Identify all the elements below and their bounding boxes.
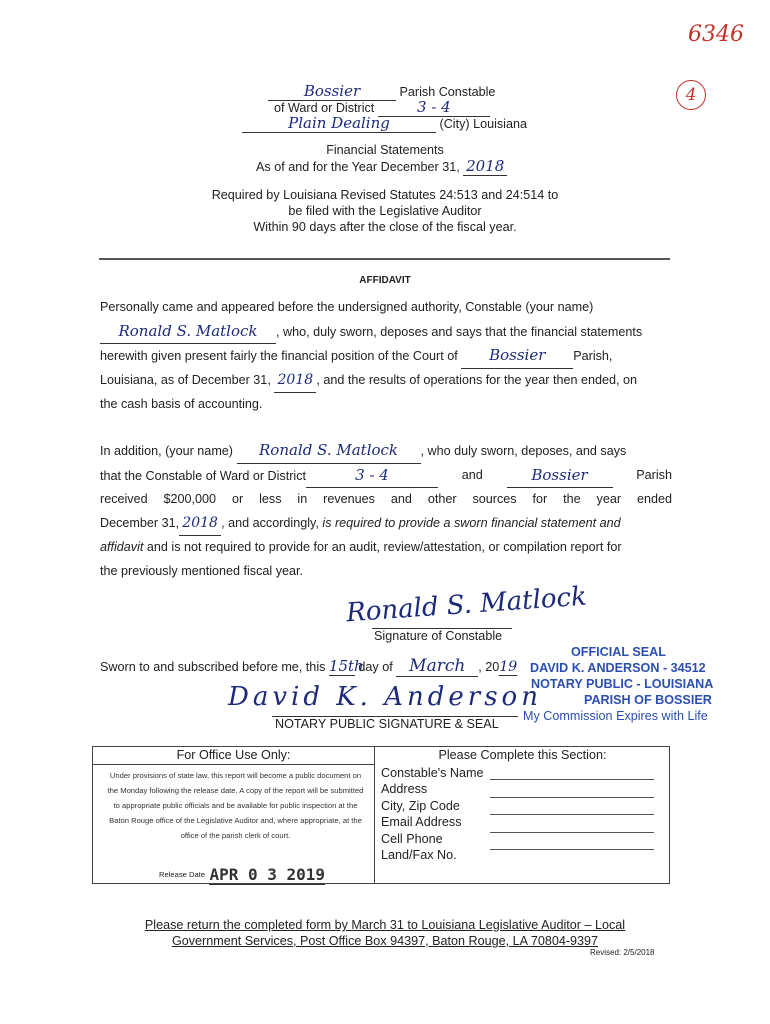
field-line xyxy=(490,763,654,780)
p2-name-handwritten: Ronald S. Matlock xyxy=(237,439,421,464)
contact-field-lines xyxy=(490,763,654,850)
year-line xyxy=(256,157,507,176)
field-line xyxy=(490,815,654,832)
p2-line-5-text: and is not required to provide for an audit, review/attestation, or compilation report for xyxy=(146,540,622,555)
p2-ward-handwritten: 3 - 4 xyxy=(306,464,438,489)
statute-line-3: Within 90 days after the close of the fiscal year. xyxy=(253,220,517,234)
year-handwritten: 2018 xyxy=(463,157,507,176)
complete-section-title: Please Complete this Section: xyxy=(438,748,607,762)
p2-line-2-left xyxy=(100,464,438,489)
affidavit-paragraph-1 xyxy=(100,296,672,417)
sworn-day-handwritten: 15th xyxy=(328,657,364,675)
p2-year-handwritten: 2018 xyxy=(179,512,221,537)
return-line-1: Please return the completed form by March 31 to Louisiana Legislative Auditor – Local xyxy=(144,918,626,932)
contact-fields xyxy=(381,765,484,863)
p1-year-handwritten: 2018 xyxy=(274,369,316,394)
bottom-form-box xyxy=(92,746,670,884)
p2-line-1-rest: , who duly sworn, deposes, and says xyxy=(420,444,627,458)
city-handwritten: Plain Dealing xyxy=(242,114,436,133)
court-parish-handwritten: Bossier xyxy=(461,344,573,369)
seal-line-5: My Commission Expires with Life xyxy=(523,709,708,723)
p2-line-4-text: December 31, xyxy=(100,515,180,530)
sworn-twenty: , 20 xyxy=(478,660,500,674)
seal-line-3: NOTARY PUBLIC - LOUISIANA xyxy=(531,677,714,691)
field-cell-phone: Cell Phone xyxy=(381,831,443,846)
field-line xyxy=(490,833,654,850)
return-instructions xyxy=(0,917,770,949)
p1-line-2-text: , who, duly sworn, deposes and says that the financial statements xyxy=(276,324,643,339)
circled-number xyxy=(676,80,706,110)
office-use-title: For Office Use Only: xyxy=(176,748,291,762)
p2-parish-handwritten: Bossier xyxy=(507,464,613,489)
statute-line-2: be filed with the Legislative Auditor xyxy=(288,204,482,218)
constable-signature: Ronald S. Matlock xyxy=(345,581,588,629)
p1-line-1: Personally came and appeared before the undersigned authority, Constable (your name) xyxy=(100,300,594,314)
p1-line-4-text: Louisiana, as of December 31, xyxy=(100,372,271,387)
seal-line-2: DAVID K. ANDERSON - 34512 xyxy=(530,661,706,675)
return-line-2: Government Services, Post Office Box 94397, Baton Rouge, LA 70804-9397 xyxy=(171,934,599,948)
p1-line-3 xyxy=(100,344,672,369)
box-divider xyxy=(374,747,375,883)
p2-line-2 xyxy=(100,464,672,489)
office-use-text: Under provisions of state law, this report will become a public document on the Monday following the release date. A copy of the report will be submitted to appropriate public officials and be available for public inspection at the Baton Rouge office of the Legislative Auditor and, where appropriate, at the office of the parish clerk of court. xyxy=(107,771,364,840)
release-date-label: Release Date xyxy=(159,870,206,879)
p1-line-3-text: herewith given present fairly the financial position of the Court of xyxy=(100,349,458,364)
parish-handwritten: Bossier xyxy=(268,82,396,101)
city-label: (City) Louisiana xyxy=(439,117,527,131)
release-date-row xyxy=(159,865,325,884)
p2-line-5 xyxy=(100,536,672,560)
p2-line-3: received $200,000 or less in revenues and other sources for the year ended xyxy=(100,492,672,507)
p2-parish-label: Parish xyxy=(636,467,672,482)
financial-statements-title: Financial Statements xyxy=(326,143,444,157)
header-divider xyxy=(99,258,670,260)
p1-line-2 xyxy=(100,320,672,345)
field-city-zip: City, Zip Code xyxy=(381,798,460,813)
header-line-city xyxy=(242,114,527,133)
p1-parish-label: Parish, xyxy=(573,349,613,364)
p1-line-4 xyxy=(100,369,672,394)
p2-line-6: the previously mentioned fiscal year. xyxy=(100,563,304,578)
ward-handwritten: 3 - 4 xyxy=(378,98,490,117)
field-land-fax: Land/Fax No. xyxy=(381,848,457,863)
sworn-year-handwritten: 19 xyxy=(499,659,518,675)
p1-line-4-rest: , and the results of operations for the year then ended, on xyxy=(316,372,637,387)
document-number: 6346 xyxy=(688,22,744,47)
affidavit-heading: AFFIDAVIT xyxy=(359,275,411,286)
sworn-line xyxy=(100,656,517,677)
year-label: As of and for the Year December 31, xyxy=(256,160,460,174)
field-address: Address xyxy=(381,782,428,797)
statute-line-1: Required by Louisiana Revised Statutes 24:513 and 24:514 to xyxy=(211,188,559,202)
constable-name-handwritten: Ronald S. Matlock xyxy=(100,320,276,345)
affidavit-paragraph-2 xyxy=(100,439,672,584)
p2-line-1-text: In addition, (your name) xyxy=(100,444,234,458)
p2-accordingly: , and accordingly, xyxy=(221,515,319,530)
p2-line-1 xyxy=(100,439,672,464)
sworn-day-of: day of xyxy=(358,660,393,674)
circled-number-text: 4 xyxy=(685,85,697,105)
seal-line-4: PARISH OF BOSSIER xyxy=(584,693,712,707)
sworn-month-handwritten: March xyxy=(396,656,478,677)
ward-label: of Ward or District xyxy=(274,101,375,115)
p2-affidavit-italic: affidavit xyxy=(100,540,144,555)
release-date-stamp: APR 0 3 2019 xyxy=(209,865,326,884)
p2-required-italic: is required to provide a sworn financial statement and xyxy=(322,515,621,530)
notary-signature: David K. Anderson xyxy=(228,682,542,712)
revised-date: Revised: 2/5/2018 xyxy=(590,948,655,957)
sworn-text: Sworn to and subscribed before me, this xyxy=(100,660,326,674)
constable-signature-label: Signature of Constable xyxy=(374,629,503,643)
p2-and: and xyxy=(461,467,483,482)
seal-line-1: OFFICIAL SEAL xyxy=(571,645,666,659)
field-email: Email Address xyxy=(381,815,462,830)
field-constable-name: Constable's Name xyxy=(381,766,484,780)
parish-constable-label: Parish Constable xyxy=(399,85,496,99)
statute-requirement xyxy=(0,187,770,235)
field-line xyxy=(490,798,654,815)
office-title-rule xyxy=(93,764,374,765)
notary-signature-label: NOTARY PUBLIC SIGNATURE & SEAL xyxy=(275,717,499,731)
p2-line-4 xyxy=(100,512,672,537)
field-line xyxy=(490,780,654,797)
p2-line-2-text: that the Constable of Ward or District xyxy=(100,468,307,483)
p1-line-5: the cash basis of accounting. xyxy=(100,397,263,412)
